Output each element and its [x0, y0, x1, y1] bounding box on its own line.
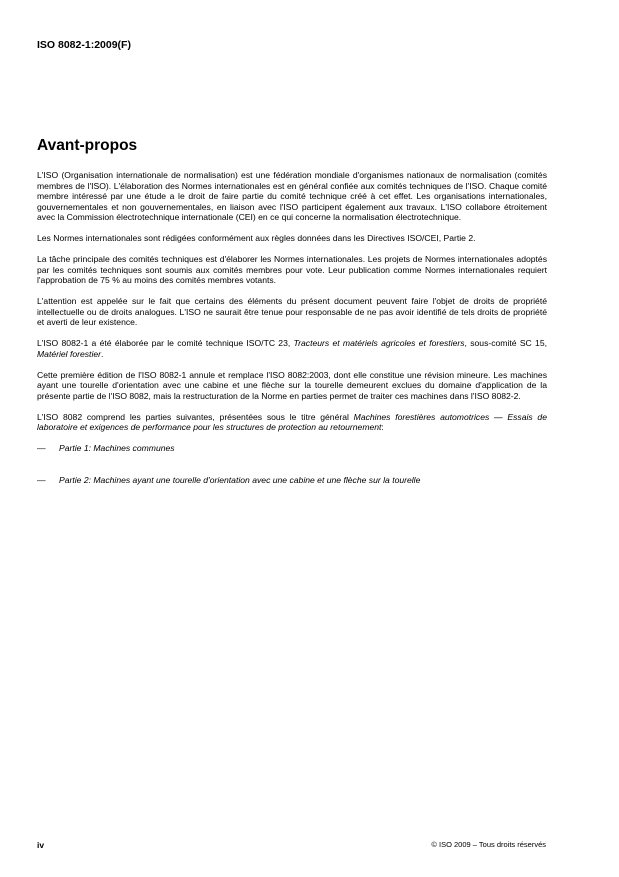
- list-item-part-1: Partie 1: Machines communes: [59, 443, 175, 453]
- paragraph-iso-organisation: L'ISO (Organisation internationale de normalisation) est une fédération mondiale d'organismes nationaux de normalisation (comités membres de l'ISO). L'élaboration des Normes internationales est en général confiée aux comités techniques de l'ISO. Chaque comité membre intéressé par une étude a le droit de faire partie du comité technique créé à cet effet. Les organisations internationales, gouvernementales et non gouvernementales, en liaison avec l'ISO participent également aux travaux. L'ISO collabore étroitement avec la Commission électrotechnique internationale (CEI) en ce qui concerne la normalisation électrotechnique.: [37, 170, 547, 222]
- copyright-notice: © ISO 2009 – Tous droits réservés: [431, 840, 546, 849]
- text-segment: , sous-comité SC 15,: [464, 338, 547, 348]
- paragraph-prepared-by: [37, 338, 547, 359]
- page-title: Avant-propos: [37, 137, 138, 154]
- general-title: Machines forestières automotrices — Essais de laboratoire et exigences de performance pour les structures de protection au retournement: [37, 411, 547, 432]
- paragraph-patent-rights: L'attention est appelée sur le fait que certains des éléments du présent document peuvent faire l'objet de droits de propriété intellectuelle ou de droits analogues. L'ISO ne saurait être tenue pour responsable de ne pas avoir identifié de tels droits de propriété et averti de leur existence.: [37, 296, 547, 327]
- foreword-body: [37, 170, 547, 506]
- paragraph-directives: Les Normes internationales sont rédigées conformément aux règles données dans les Directives ISO/CEI, Partie 2.: [37, 233, 476, 243]
- subcommittee-title: Matériel forestier: [37, 348, 101, 359]
- list-item: [37, 443, 547, 454]
- list-dash: —: [37, 474, 46, 485]
- paragraph-technical-committees: La tâche principale des comités techniques est d'élaborer les Normes internationales. Les projets de Normes internationales adoptés par les comités techniques sont soumis aux comités membres pour vote. Leur publication comme Normes internationales requiert l'approbation de 75 % au moins des comités membres votants.: [37, 254, 547, 285]
- document-reference: ISO 8082-1:2009(F): [37, 39, 131, 51]
- text-segment: L'ISO 8082-1 a été élaborée par le comité technique ISO/TC 23,: [37, 338, 294, 348]
- paragraph-edition: Cette première édition de l'ISO 8082-1 annule et remplace l'ISO 8082:2003, dont elle constitue une révision mineure. Les machines ayant une tourelle d'orientation avec une cabine et une flèche sur la tourelle demeurent exclues du domaine d'application de la présente partie de l'ISO 8082, mais la restructuration de la Norme en parties permet de traiter ces machines dans l'ISO 8082-2.: [37, 369, 547, 401]
- committee-title: Tracteurs et matériels agricoles et forestiers: [293, 338, 465, 348]
- list-item-part-2: Partie 2: Machines ayant une tourelle d'orientation avec une cabine et une flèche sur la tourelle: [59, 474, 421, 485]
- paragraph-parts: [37, 412, 547, 433]
- list-item: [37, 475, 547, 486]
- text-segment: .: [101, 348, 104, 359]
- text-segment: :: [381, 422, 384, 432]
- text-segment: L'ISO 8082 comprend les parties suivantes, présentées sous le titre général: [37, 411, 354, 422]
- list-dash: —: [37, 443, 46, 453]
- page-number: iv: [37, 840, 45, 850]
